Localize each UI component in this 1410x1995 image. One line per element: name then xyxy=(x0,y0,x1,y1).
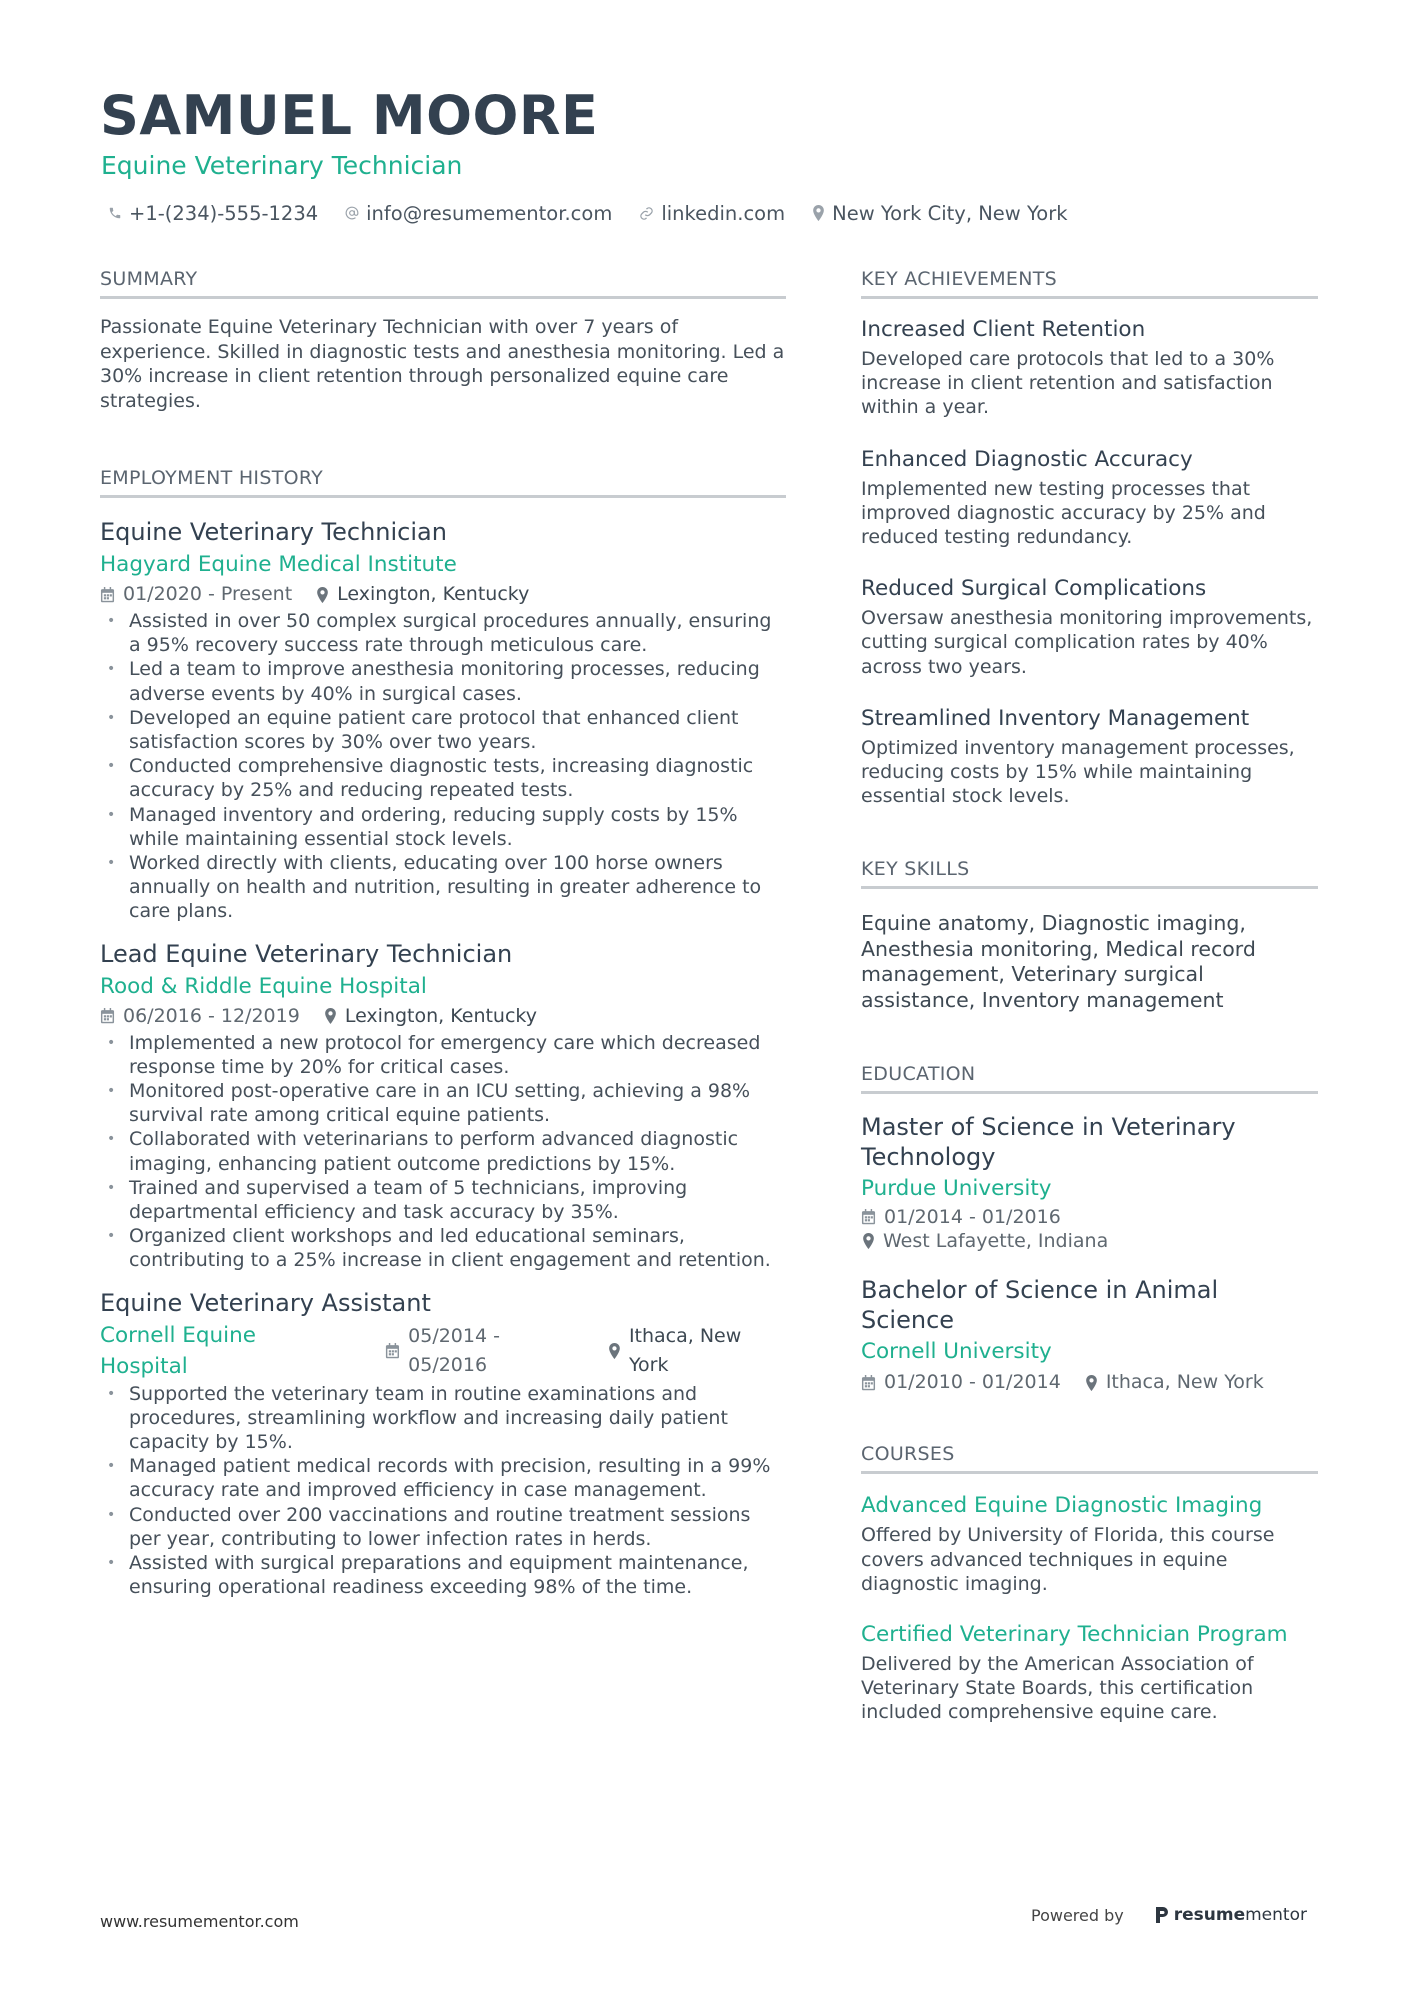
calendar-icon xyxy=(100,1008,115,1024)
section-title-courses: COURSES xyxy=(861,1441,1318,1474)
achievement-item xyxy=(861,445,1318,550)
contact-location xyxy=(812,202,1067,225)
education-item xyxy=(861,1275,1318,1397)
job-location xyxy=(316,580,529,609)
job-dates xyxy=(100,1002,300,1031)
achievement-title: Enhanced Diagnostic Accuracy xyxy=(861,446,1193,472)
location-text: New York City, New York xyxy=(832,201,1068,225)
contact-bar xyxy=(108,197,1095,229)
job-bullet: • Managed inventory and ordering, reducing supply costs by 15% while maintaining essential stock levels. xyxy=(100,803,786,851)
footer-branding xyxy=(1031,1905,1307,1925)
at-icon xyxy=(345,206,359,220)
education-degree: Bachelor of Science in Animal Science xyxy=(861,1276,1219,1335)
section-title-education: EDUCATION xyxy=(861,1061,1318,1094)
education-dates-text: 01/2014 - 01/2016 xyxy=(884,1206,1061,1229)
achievement-title: Reduced Surgical Complications xyxy=(861,576,1207,602)
course-title: Advanced Equine Diagnostic Imaging xyxy=(861,1493,1263,1519)
section-title-employment: EMPLOYMENT HISTORY xyxy=(100,465,786,498)
job-bullet: • Conducted over 200 vaccinations and routine treatment sessions per year, contributing to lower infection rates in herds. xyxy=(100,1503,786,1551)
job-title: Equine Veterinary Technician xyxy=(100,518,447,546)
job-company: Hagyard Equine Medical Institute xyxy=(100,552,457,577)
job-dates-text: 01/2020 - Present xyxy=(123,583,293,605)
education-location-text: Ithaca, New York xyxy=(1105,1371,1264,1394)
brand-bold: resume xyxy=(1173,1905,1246,1925)
job-dates xyxy=(100,580,292,609)
calendar-icon xyxy=(385,1343,400,1359)
left-column xyxy=(100,266,786,1600)
footer-website[interactable]: www.resumementor.com xyxy=(100,1912,299,1931)
job-bullet: • Supported the veterinary team in routine examinations and procedures, streamlining workflow and increasing daily patient capacity by 15%. xyxy=(100,1382,786,1455)
summary-section xyxy=(100,266,786,413)
email-text: info@resumementor.com xyxy=(366,201,613,225)
job-bullet: • Implemented a new protocol for emergency care which decreased response time by 20% for critical cases. xyxy=(100,1031,786,1079)
achievement-item xyxy=(861,315,1318,420)
brand-logo[interactable] xyxy=(1154,1905,1307,1925)
brand-light: mentor xyxy=(1245,1905,1307,1925)
courses-section xyxy=(861,1441,1318,1724)
job-dates-text: 06/2016 - 12/2019 xyxy=(123,1004,300,1027)
linkedin-text: linkedin.com xyxy=(661,201,786,225)
job-title: Equine Veterinary Assistant xyxy=(100,1288,431,1317)
job-company: Rood & Riddle Equine Hospital xyxy=(100,973,427,999)
education-dates xyxy=(861,1368,1061,1397)
education-location xyxy=(861,1229,1318,1253)
job-company: Cornell Equine Hospital xyxy=(100,1322,256,1379)
achievement-item xyxy=(861,704,1318,809)
candidate-name: SAMUEL MOORE xyxy=(100,84,599,147)
job-title: Lead Equine Veterinary Technician xyxy=(100,939,513,968)
skills-text: Equine anatomy, Diagnostic imaging, Anesthesia monitoring, Medical record management, Veterinary surgical assistance, Inventory management xyxy=(861,911,1256,1012)
job-entry xyxy=(100,1287,786,1600)
job-bullet: • Trained and supervised a team of 5 technicians, improving departmental efficiency and task accuracy by 35%. xyxy=(100,1176,786,1224)
achievement-title: Increased Client Retention xyxy=(861,317,1146,342)
calendar-icon xyxy=(861,1375,876,1391)
section-title-skills: KEY SKILLS xyxy=(861,856,1318,889)
job-meta xyxy=(100,1002,786,1031)
job-bullet: • Monitored post-operative care in an ICU setting, achieving a 98% survival rate among critical equine patients. xyxy=(100,1079,786,1127)
skills-section xyxy=(861,856,1318,1013)
job-meta xyxy=(100,1320,786,1382)
job-bullet: • Developed an equine patient care protocol that enhanced client satisfaction scores by 30% over two years. xyxy=(100,706,786,754)
employment-section xyxy=(100,465,786,1600)
job-bullets xyxy=(100,609,786,924)
job-bullet: • Led a team to improve anesthesia monitoring processes, reducing adverse events by 40% in surgical cases. xyxy=(100,657,786,705)
contact-linkedin[interactable] xyxy=(639,202,785,225)
calendar-icon xyxy=(861,1209,876,1225)
achievement-text: Implemented new testing processes that improved diagnostic accuracy by 25% and reduced testing redundancy. xyxy=(861,477,1266,549)
job-bullets xyxy=(100,1382,786,1600)
job-bullet: • Managed patient medical records with precision, resulting in a 99% accuracy rate and improved efficiency in case management. xyxy=(100,1454,786,1502)
section-title-summary: SUMMARY xyxy=(100,266,786,299)
section-title-achievements: KEY ACHIEVEMENTS xyxy=(861,266,1318,299)
contact-email[interactable] xyxy=(345,202,612,225)
location-pin-icon xyxy=(316,587,329,603)
job-location-text: Lexington, Kentucky xyxy=(337,583,530,605)
education-dates-text: 01/2010 - 01/2014 xyxy=(884,1371,1061,1394)
job-dates-text: 05/2014 - 05/2016 xyxy=(408,1324,500,1376)
job-meta xyxy=(100,580,786,609)
achievement-text: Oversaw anesthesia monitoring improvements, cutting surgical complication rates by 40% across two years. xyxy=(861,607,1313,678)
job-location xyxy=(608,1322,786,1380)
job-bullet: • Conducted comprehensive diagnostic tests, increasing diagnostic accuracy by 25% and reducing repeated tests. xyxy=(100,754,786,802)
education-location xyxy=(1085,1368,1264,1397)
job-bullet: • Worked directly with clients, educating over 100 horse owners annually on health and nutrition, resulting in greater adherence to care plans. xyxy=(100,851,786,924)
course-item xyxy=(861,1491,1318,1596)
calendar-icon xyxy=(100,587,115,603)
job-location xyxy=(324,1002,537,1031)
job-dates xyxy=(385,1322,584,1380)
education-school: Purdue University xyxy=(861,1176,1052,1202)
job-location-text: Ithaca, New York xyxy=(628,1324,742,1376)
achievement-text: Optimized inventory management processes, reducing costs by 15% while maintaining essential stock levels. xyxy=(861,736,1295,808)
contact-phone xyxy=(108,202,318,225)
link-icon xyxy=(639,206,654,221)
location-pin-icon xyxy=(1085,1375,1098,1391)
course-item xyxy=(861,1620,1318,1725)
job-bullet: • Assisted in over 50 complex surgical procedures annually, ensuring a 95% recovery success rate through meticulous care. xyxy=(100,609,786,657)
powered-by-text: Powered by xyxy=(1031,1905,1124,1925)
achievements-section xyxy=(861,266,1318,808)
location-pin-icon xyxy=(324,1008,337,1024)
right-column xyxy=(861,266,1318,1725)
education-item xyxy=(861,1112,1318,1253)
course-text: Delivered by the American Association of Veterinary State Boards, this certification included comprehensive equine care. xyxy=(861,1653,1254,1724)
achievement-title: Streamlined Inventory Management xyxy=(861,705,1250,731)
summary-text: Passionate Equine Veterinary Technician with over 7 years of experience. Skilled in diagnostic tests and anesthesia monitoring. Led a 30% increase in client retention through personalized equine care strategies. xyxy=(100,316,785,412)
location-pin-icon xyxy=(608,1343,621,1359)
job-entry xyxy=(100,938,786,1273)
job-location-text: Lexington, Kentucky xyxy=(344,1004,537,1027)
education-dates xyxy=(861,1205,1318,1229)
achievement-text: Developed care protocols that led to a 30% increase in client retention and satisfaction within a year. xyxy=(861,348,1275,419)
job-bullet: • Collaborated with veterinarians to perform advanced diagnostic imaging, enhancing patient outcome predictions by 15%. xyxy=(100,1127,786,1175)
location-pin-icon xyxy=(812,205,825,221)
job-bullet: • Organized client workshops and led educational seminars, contributing to a 25% increase in client engagement and retention. xyxy=(100,1224,786,1272)
resumementor-logo-icon xyxy=(1154,1905,1170,1925)
phone-text: +1-(234)-555-1234 xyxy=(129,201,319,225)
course-title: Certified Veterinary Technician Program xyxy=(861,1622,1288,1648)
job-bullet: • Assisted with surgical preparations and equipment maintenance, ensuring operational readiness exceeding 98% of the time. xyxy=(100,1551,786,1599)
education-section xyxy=(861,1061,1318,1397)
education-degree: Master of Science in Veterinary Technology xyxy=(861,1113,1236,1172)
education-school: Cornell University xyxy=(861,1339,1052,1365)
phone-icon xyxy=(108,206,122,220)
achievement-item xyxy=(861,574,1318,679)
course-text: Offered by University of Florida, this course covers advanced techniques in equine diagnostic imaging. xyxy=(861,1524,1275,1595)
job-entry xyxy=(100,516,786,924)
education-meta xyxy=(861,1368,1318,1397)
job-bullets xyxy=(100,1031,786,1273)
location-pin-icon xyxy=(862,1233,875,1249)
candidate-role: Equine Veterinary Technician xyxy=(101,151,463,180)
education-location-text: West Lafayette, Indiana xyxy=(883,1230,1109,1253)
